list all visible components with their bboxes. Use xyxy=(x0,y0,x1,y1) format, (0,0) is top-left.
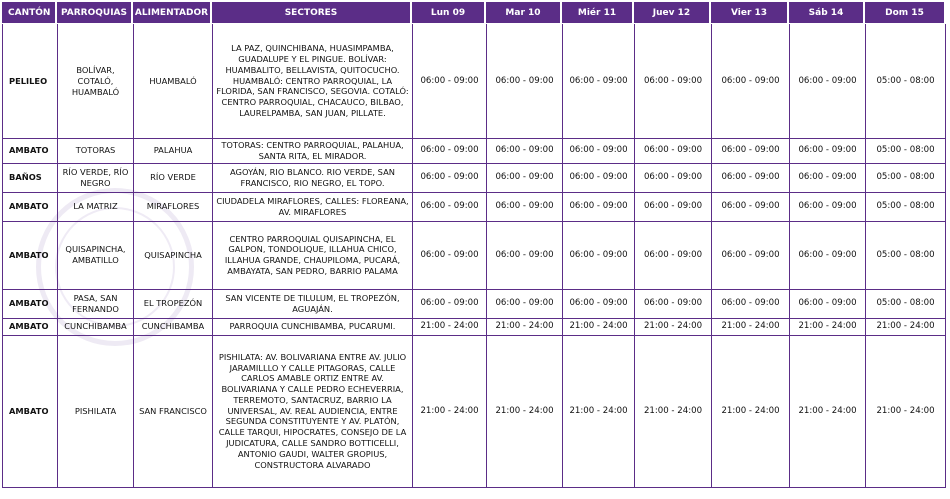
schedule-cell: 06:00 - 09:00 xyxy=(789,24,865,139)
schedule-cell: 06:00 - 09:00 xyxy=(789,222,865,290)
table-row xyxy=(2,139,946,164)
header-day: Vier 13 xyxy=(711,2,789,24)
canton-cell: AMBATO xyxy=(2,319,57,336)
schedule-cell: 06:00 - 09:00 xyxy=(634,164,711,193)
schedule-cell: 06:00 - 09:00 xyxy=(634,222,711,290)
header-day: Mar 10 xyxy=(486,2,562,24)
header-parroquias: PARROQUIAS xyxy=(57,2,133,24)
schedule-cell: 05:00 - 08:00 xyxy=(865,193,946,222)
schedule-cell: 21:00 - 24:00 xyxy=(562,319,634,336)
parroquias-cell: TOTORAS xyxy=(57,139,133,164)
schedule-cell: 06:00 - 09:00 xyxy=(486,24,562,139)
schedule-cell: 05:00 - 08:00 xyxy=(865,290,946,319)
schedule-cell: 21:00 - 24:00 xyxy=(711,319,789,336)
alimentador-cell: MIRAFLORES xyxy=(133,193,212,222)
schedule-cell: 21:00 - 24:00 xyxy=(865,319,946,336)
schedule-cell: 06:00 - 09:00 xyxy=(412,24,486,139)
alimentador-cell: SAN FRANCISCO xyxy=(133,336,212,488)
schedule-cell: 06:00 - 09:00 xyxy=(486,290,562,319)
table-row xyxy=(2,222,946,290)
schedule-cell: 21:00 - 24:00 xyxy=(634,319,711,336)
schedule-cell: 06:00 - 09:00 xyxy=(412,290,486,319)
schedule-cell: 06:00 - 09:00 xyxy=(412,164,486,193)
table-header-row xyxy=(2,2,946,24)
parroquias-cell: BOLÍVAR, COTALÓ, HUAMBALÓ xyxy=(57,24,133,139)
parroquias-cell: CUNCHIBAMBA xyxy=(57,319,133,336)
schedule-cell: 06:00 - 09:00 xyxy=(711,290,789,319)
table-row xyxy=(2,336,946,488)
sectores-cell: PISHILATA: AV. BOLIVARIANA ENTRE AV. JULIO JARAMILLLO Y CALLE PITAGORAS, CALLE CARLOS AMABLE ORTIZ ENTRE AV. BOLIVARIANA Y CALLE PEDRO ECHEVERRIA, TERREMOTO, SANTACRUZ, BARRIO LA UNIVERSAL, AV. REAL AUDIENCIA, ENTRE SEGUNDA CONSTITUYENTE Y AV. PLATÓN, CALLE TARQUI, HIPOCRATES, CONSEJO DE LA JUDICATURA, CALLE SANDRO BOTTICELLI, ANTONIO GAUDI, WALTER GROPIUS, CONSTRUCTORA ALVARADO xyxy=(212,336,412,488)
schedule-cell: 06:00 - 09:00 xyxy=(634,24,711,139)
header-alimentador: ALIMENTADOR xyxy=(133,2,212,24)
table-row xyxy=(2,24,946,139)
table-row xyxy=(2,193,946,222)
sectores-cell: CIUDADELA MIRAFLORES, CALLES: FLOREANA, AV. MIRAFLORES xyxy=(212,193,412,222)
canton-cell: AMBATO xyxy=(2,193,57,222)
schedule-cell: 05:00 - 08:00 xyxy=(865,164,946,193)
parroquias-cell: QUISAPINCHA, AMBATILLO xyxy=(57,222,133,290)
schedule-cell: 06:00 - 09:00 xyxy=(562,290,634,319)
schedule-cell: 06:00 - 09:00 xyxy=(486,164,562,193)
header-day: Sáb 14 xyxy=(789,2,865,24)
schedule-cell: 06:00 - 09:00 xyxy=(486,139,562,164)
table-row xyxy=(2,164,946,193)
schedule-cell: 06:00 - 09:00 xyxy=(562,24,634,139)
canton-cell: AMBATO xyxy=(2,139,57,164)
schedule-cell: 21:00 - 24:00 xyxy=(865,336,946,488)
schedule-cell: 06:00 - 09:00 xyxy=(562,139,634,164)
sectores-cell: CENTRO PARROQUIAL QUISAPINCHA, EL GALPON, TONDOLIQUE, ILLAHUA CHICO, ILLAHUA GRANDE, CHAUPILOMA, PUCARÁ, AMBAYATA, SAN PEDRO, BARRIO PALAMA xyxy=(212,222,412,290)
alimentador-cell: RÍO VERDE xyxy=(133,164,212,193)
schedule-cell: 06:00 - 09:00 xyxy=(634,193,711,222)
parroquias-cell: PISHILATA xyxy=(57,336,133,488)
header-sectores: SECTORES xyxy=(212,2,412,24)
schedule-cell: 21:00 - 24:00 xyxy=(412,336,486,488)
schedule-cell: 06:00 - 09:00 xyxy=(562,222,634,290)
parroquias-cell: PASA, SAN FERNANDO xyxy=(57,290,133,319)
outage-schedule-table xyxy=(2,2,946,488)
schedule-cell: 06:00 - 09:00 xyxy=(789,193,865,222)
schedule-cell: 06:00 - 09:00 xyxy=(486,222,562,290)
header-day: Juev 12 xyxy=(634,2,711,24)
schedule-cell: 21:00 - 24:00 xyxy=(634,336,711,488)
schedule-cell: 06:00 - 09:00 xyxy=(412,222,486,290)
canton-cell: BAÑOS xyxy=(2,164,57,193)
alimentador-cell: HUAMBALÓ xyxy=(133,24,212,139)
canton-cell: AMBATO xyxy=(2,290,57,319)
header-day: Dom 15 xyxy=(865,2,946,24)
schedule-cell: 06:00 - 09:00 xyxy=(634,290,711,319)
schedule-cell: 05:00 - 08:00 xyxy=(865,139,946,164)
canton-cell: AMBATO xyxy=(2,336,57,488)
schedule-cell: 21:00 - 24:00 xyxy=(789,336,865,488)
schedule-cell: 21:00 - 24:00 xyxy=(711,336,789,488)
header-day: Lun 09 xyxy=(412,2,486,24)
sectores-cell: TOTORAS: CENTRO PARROQUIAL, PALAHUA, SANTA RITA, EL MIRADOR. xyxy=(212,139,412,164)
header-canton: CANTÓN xyxy=(2,2,57,24)
parroquias-cell: LA MATRIZ xyxy=(57,193,133,222)
alimentador-cell: EL TROPEZÓN xyxy=(133,290,212,319)
sectores-cell: AGOYÁN, RIO BLANCO. RIO VERDE, SAN FRANCISCO, RIO NEGRO, EL TOPO. xyxy=(212,164,412,193)
schedule-cell: 21:00 - 24:00 xyxy=(486,319,562,336)
alimentador-cell: QUISAPINCHA xyxy=(133,222,212,290)
sectores-cell: SAN VICENTE DE TILULUM, EL TROPEZÓN, AGUAJÁN. xyxy=(212,290,412,319)
schedule-cell: 06:00 - 09:00 xyxy=(634,139,711,164)
canton-cell: AMBATO xyxy=(2,222,57,290)
parroquias-cell: RÍO VERDE, RÍO NEGRO xyxy=(57,164,133,193)
schedule-cell: 21:00 - 24:00 xyxy=(486,336,562,488)
schedule-cell: 21:00 - 24:00 xyxy=(562,336,634,488)
schedule-cell: 06:00 - 09:00 xyxy=(789,139,865,164)
schedule-cell: 21:00 - 24:00 xyxy=(789,319,865,336)
sectores-cell: LA PAZ, QUINCHIBANA, HUASIMPAMBA, GUADALUPE Y EL PINGUE. BOLÍVAR: HUAMBALITO, BELLAVISTA, QUITOCUCHO. HUAMBALÓ: CENTRO PARROQUIAL, LA FLORIDA, SAN FRANCISCO, SEGOVIA. COTALÓ: CENTRO PARROQUIAL, CHACAUCO, BILBAO, LAURELPAMBA, SAN JUAN, PILLATE. xyxy=(212,24,412,139)
sectores-cell: PARROQUIA CUNCHIBAMBA, PUCARUMI. xyxy=(212,319,412,336)
schedule-cell: 06:00 - 09:00 xyxy=(412,139,486,164)
header-day: Miér 11 xyxy=(562,2,634,24)
schedule-cell: 06:00 - 09:00 xyxy=(562,193,634,222)
schedule-cell: 06:00 - 09:00 xyxy=(412,193,486,222)
alimentador-cell: CUNCHIBAMBA xyxy=(133,319,212,336)
schedule-cell: 05:00 - 08:00 xyxy=(865,24,946,139)
canton-cell: PELILEO xyxy=(2,24,57,139)
schedule-cell: 06:00 - 09:00 xyxy=(486,193,562,222)
table-row xyxy=(2,290,946,319)
schedule-cell: 06:00 - 09:00 xyxy=(711,139,789,164)
schedule-cell: 06:00 - 09:00 xyxy=(562,164,634,193)
schedule-cell: 06:00 - 09:00 xyxy=(711,222,789,290)
schedule-cell: 21:00 - 24:00 xyxy=(412,319,486,336)
schedule-cell: 06:00 - 09:00 xyxy=(711,164,789,193)
schedule-cell: 05:00 - 08:00 xyxy=(865,222,946,290)
table-row xyxy=(2,319,946,336)
schedule-cell: 06:00 - 09:00 xyxy=(711,24,789,139)
schedule-cell: 06:00 - 09:00 xyxy=(711,193,789,222)
schedule-cell: 06:00 - 09:00 xyxy=(789,290,865,319)
schedule-cell: 06:00 - 09:00 xyxy=(789,164,865,193)
alimentador-cell: PALAHUA xyxy=(133,139,212,164)
